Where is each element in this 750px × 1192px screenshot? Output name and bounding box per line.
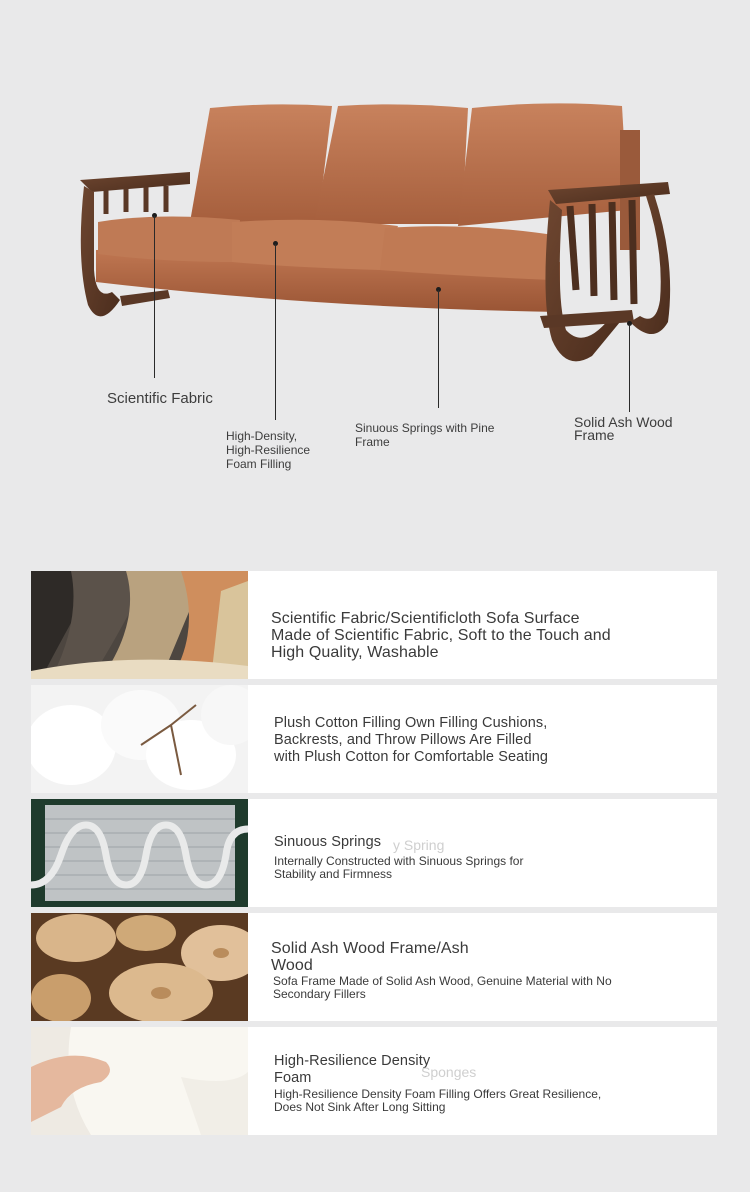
callout-label-fabric: Scientific Fabric [107, 390, 213, 407]
feature-desc-foam: High-Resilience Density Foam Filling Offers Great Resilience, Does Not Sink After Long Sitting [274, 1087, 602, 1114]
leather-fabric-swatches-image [31, 571, 248, 679]
feature-desc-springs: Internally Constructed with Sinuous Springs for Stability and Firmness [274, 854, 524, 881]
callout-label-foam: High-Density, High-Resilience Foam Filling [226, 429, 311, 471]
sinuous-spring-mesh-image [31, 799, 248, 907]
feature-desc-wood: Sofa Frame Made of Solid Ash Wood, Genuine Material with No Secondary Fillers [273, 974, 612, 1001]
feature-card-cotton [31, 685, 717, 793]
feature-title-wood: Solid Ash Wood Frame/Ash Wood [271, 940, 469, 974]
feature-title-springs: Sinuous Springs [274, 834, 382, 850]
feature-card-wood [31, 913, 717, 1021]
cotton-bolls-image [31, 685, 248, 793]
feature-title-cotton: Plush Cotton Filling Own Filling Cushions, Backrests, and Throw Pillows Are Filled with Plush Cotton for Comfortable Seating [274, 715, 549, 765]
feature-card-foam [31, 1027, 717, 1135]
callout-label-springs: Sinuous Springs with Pine Frame [355, 421, 495, 449]
sofa-image [0, 0, 750, 400]
product-hero [0, 0, 750, 540]
callout-label-frame: Solid Ash Wood Frame [574, 414, 673, 443]
feature-card-springs [31, 799, 717, 907]
feature-card-fabric [31, 571, 717, 679]
feature-title-fabric: Scientific Fabric/Scientificloth Sofa Surface Made of Scientific Fabric, Soft to the Touch and High Quality, Washable [271, 610, 611, 661]
callout-line-springs [438, 290, 439, 408]
callout-line-fabric [154, 216, 155, 378]
feature-ghost-foam: Sponges [421, 1064, 477, 1080]
foam-block-image [31, 1027, 248, 1135]
callout-line-foam [275, 244, 276, 420]
callout-line-frame [629, 324, 630, 412]
cut-log-stumps-image [31, 913, 248, 1021]
feature-ghost-springs: y Spring [393, 837, 445, 853]
feature-title-foam: High-Resilience Density Foam [274, 1053, 431, 1086]
